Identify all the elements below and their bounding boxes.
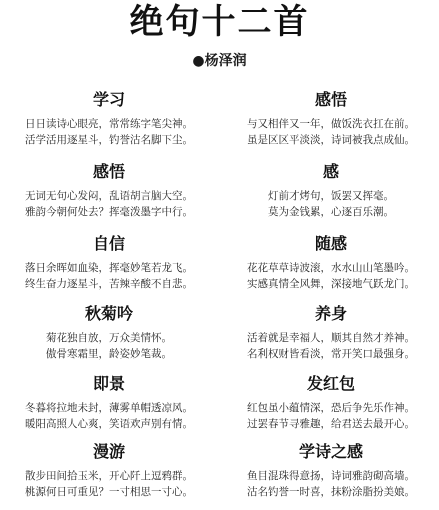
poem-line: 灯前才烤句，饭罢又挥毫。 xyxy=(268,190,394,202)
poem-line: 无词无句心发闷，乱语胡言脑大空。 xyxy=(25,190,193,202)
poem-line: 暖阳高照人心爽，笑语欢声别有情。 xyxy=(25,418,193,430)
poem-title: 养身 xyxy=(314,304,347,323)
poem-line: 活学活用逐星斗，钓誉沽名脚下尘。 xyxy=(25,134,193,146)
poem-line: 实感真情全风舞，深接地气跃龙门。 xyxy=(247,278,415,290)
poem-line: 活着就是幸福人，顺其自然才养神。 xyxy=(247,332,415,344)
poem-line: 冬暮将拉地未封，薄雾单帽透凉风。 xyxy=(25,402,193,414)
poem-line: 花花草草诗波滚，水水山山笔墨吟。 xyxy=(247,262,415,274)
poem-title: 感悟 xyxy=(92,162,125,181)
poem-line: 与又相伴又一年，做饭洗衣扛在前。 xyxy=(247,118,415,130)
poem-line: 落日余晖如血染，挥毫妙笔若龙飞。 xyxy=(25,262,193,274)
poem-title: 发红包 xyxy=(306,374,355,393)
poem xyxy=(224,374,438,432)
poem-line: 名利权财皆看淡，常开笑口最强身。 xyxy=(247,348,415,360)
poem-line: 散步田间拾玉米，开心阡上逗鸦群。 xyxy=(25,470,193,482)
poem-line: 红包虽小蕴情深，恐后争先乐作神。 xyxy=(247,402,415,414)
poem-line: 终生奋力逐星斗，苦辣辛酸不自悲。 xyxy=(25,278,193,290)
poem-line: 鱼目混珠得意扬，诗词雅韵砌高墙。 xyxy=(247,470,415,482)
poem-line: 过罢春节寻雅趣，给君送去最开心。 xyxy=(247,418,415,430)
poem-line: 日日读诗心眼亮，常常练字笔尖神。 xyxy=(25,118,193,130)
poem-title: 即景 xyxy=(92,374,125,393)
poem-title: 感悟 xyxy=(314,90,347,109)
poem-title: 学习 xyxy=(92,90,125,109)
poem-line: 雅韵今朝何处去？挥毫泼墨字中行。 xyxy=(25,206,193,218)
poem xyxy=(2,374,216,432)
poem-line: 桃源何日可重见？一寸相思一寸心。 xyxy=(25,486,193,498)
poem xyxy=(224,442,438,500)
poem xyxy=(2,442,216,500)
poem-title: 秋菊吟 xyxy=(84,304,133,323)
poem xyxy=(2,304,216,362)
page-title: 绝句十二首 xyxy=(129,2,310,42)
author-byline: ●杨泽润 xyxy=(192,53,247,69)
poem xyxy=(2,162,216,220)
poem-title: 感 xyxy=(322,162,339,181)
poem xyxy=(224,304,438,362)
poem xyxy=(224,234,438,292)
poem xyxy=(224,90,438,148)
poem-title: 学诗之感 xyxy=(298,442,363,461)
poem xyxy=(2,234,216,292)
poem xyxy=(224,162,438,220)
poem-line: 莫为金钱累，心逐百乐潮。 xyxy=(268,206,394,218)
poem-line: 傲骨寒霜里，龄姿妙笔裁。 xyxy=(46,348,172,360)
poem-line: 沽名钓誉一时喜，抹粉涂脂扮美娘。 xyxy=(247,486,415,498)
poem-line: 虽是区区平淡淡，诗词被我点成仙。 xyxy=(247,134,415,146)
poem xyxy=(2,90,216,148)
poem-title: 自信 xyxy=(92,234,125,253)
poem-title: 随感 xyxy=(314,234,347,253)
poem-line: 菊花独自放，万众美情怀。 xyxy=(46,332,172,344)
poem-title: 漫游 xyxy=(92,442,125,461)
